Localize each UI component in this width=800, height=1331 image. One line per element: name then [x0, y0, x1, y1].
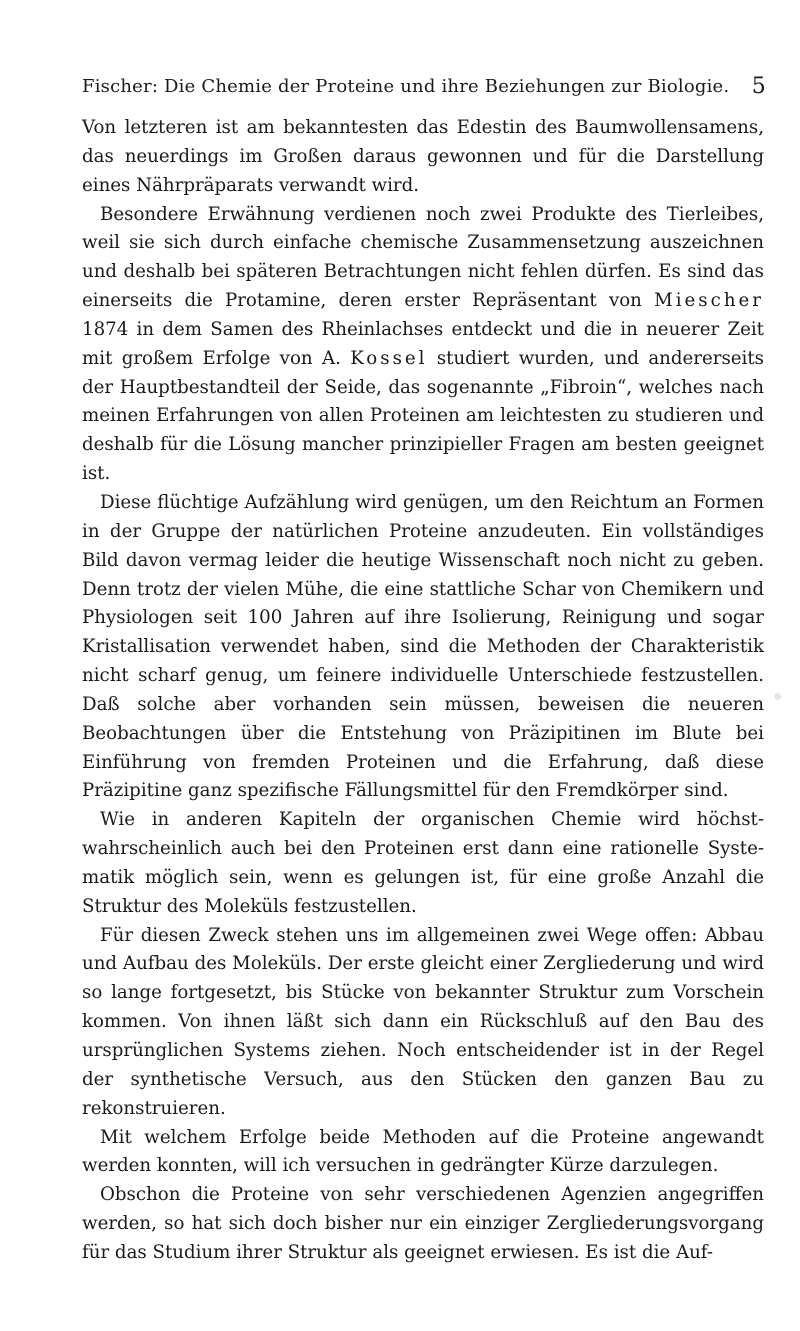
paragraph-2: [82, 201, 764, 489]
paragraph-2-text-1: Besondere Erwähnung verdienen noch zwei Produkte des Tierleibes, weil sie sich durch einfache chemische Zusammensetzung auszeichnen und deshalb bei späteren Betrachtungen nicht fehlen dürfen. Es sind das einerseits die Protamine, deren erster Repräsentant von: [82, 203, 764, 312]
paragraph-4: Wie in anderen Kapiteln der organischen Chemie wird höchstwahrscheinlich auch bei den Proteinen erst dann eine rationelle Systematik möglich sein, wenn es gelungen ist, für eine große Anzahl die Struktur des Moleküls festzustellen.: [82, 809, 764, 917]
running-title: Fischer: Die Chemie der Proteine und ihre Beziehungen zur Biologie.: [82, 76, 730, 97]
person-name-kossel: Kossel: [350, 347, 428, 369]
person-name-miescher: Miescher: [654, 290, 764, 312]
paragraph-6: Mit welchem Erfolge beide Methoden auf die Proteine angewandt werden konnten, will ich versuchen in gedrängter Kürze darzulegen.: [82, 1126, 764, 1177]
paragraph-2-text-3: studiert wurden, und andererseits der Hauptbestandteil der Seide, das sogenannte „Fibroin“, welches nach meinen Erfahrungen von allen Proteinen am leichtesten zu studieren und deshalb für die Lösung mancher prinzipieller Fragen am besten geeignet ist.: [82, 347, 764, 485]
paragraph-3: Diese flüchtige Aufzählung wird genügen, um den Reichtum an Formen in der Gruppe der natürlichen Proteine anzudeuten. Ein vollständiges Bild davon vermag leider die heutige Wissenschaft noch nicht zu geben. Denn trotz der vielen Mühe, die eine stattliche Schar von Chemikern und Physiologen seit 100 Jahren auf ihre Isolierung, Reinigung und sogar Kristallisation verwendet haben, sind die Methoden der Charakteristik nicht scharf genug, um feinere individuelle Unterschiede festzustellen. Daß solche aber vorhanden sein müssen, beweisen die neueren Beobachtungen über die Entstehung von Präzipitinen im Blute bei Einführung von fremden Proteinen und die Erfahrung, daß diese Präzipitine ganz spezifische Fällungsmittel für den Fremdkörper sind.: [82, 491, 764, 802]
body-text: [82, 114, 764, 1268]
page-number: 5: [751, 74, 766, 99]
paragraph-1: Von letzteren ist am bekanntesten das Edestin des Baumwollensamens, das neuerdings im Großen daraus gewonnen und für die Darstellung eines Nährpräparats verwandt wird.: [82, 117, 764, 196]
paragraph-7: Obschon die Proteine von sehr verschiedenen Agenzien angegriffen werden, so hat sich doch bisher nur ein einziger Zergliederungsvorgang für das Studium ihrer Struktur als geeignet erwiesen. Es ist die Auf-: [82, 1184, 764, 1263]
paragraph-5: Für diesen Zweck stehen uns im allgemeinen zwei Wege offen: Abbau und Aufbau des Moleküls. Der erste gleicht einer Zergliederung und wird so lange fortgesetzt, bis Stücke von bekannter Struktur zum Vorschein kommen. Von ihnen läßt sich dann ein Rückschluß auf den Bau des ursprünglichen Systems ziehen. Noch entscheidender ist in der Regel der synthetische Versuch, aus den Stücken den ganzen Bau zu rekonstruieren.: [82, 924, 764, 1119]
paragraph-2-text-2: 1874 in dem Samen des Rheinlachses entdeckt und die in neuerer Zeit mit großem Erfolge von A.: [82, 318, 764, 369]
margin-speck: [774, 693, 781, 700]
running-header: [82, 70, 766, 110]
